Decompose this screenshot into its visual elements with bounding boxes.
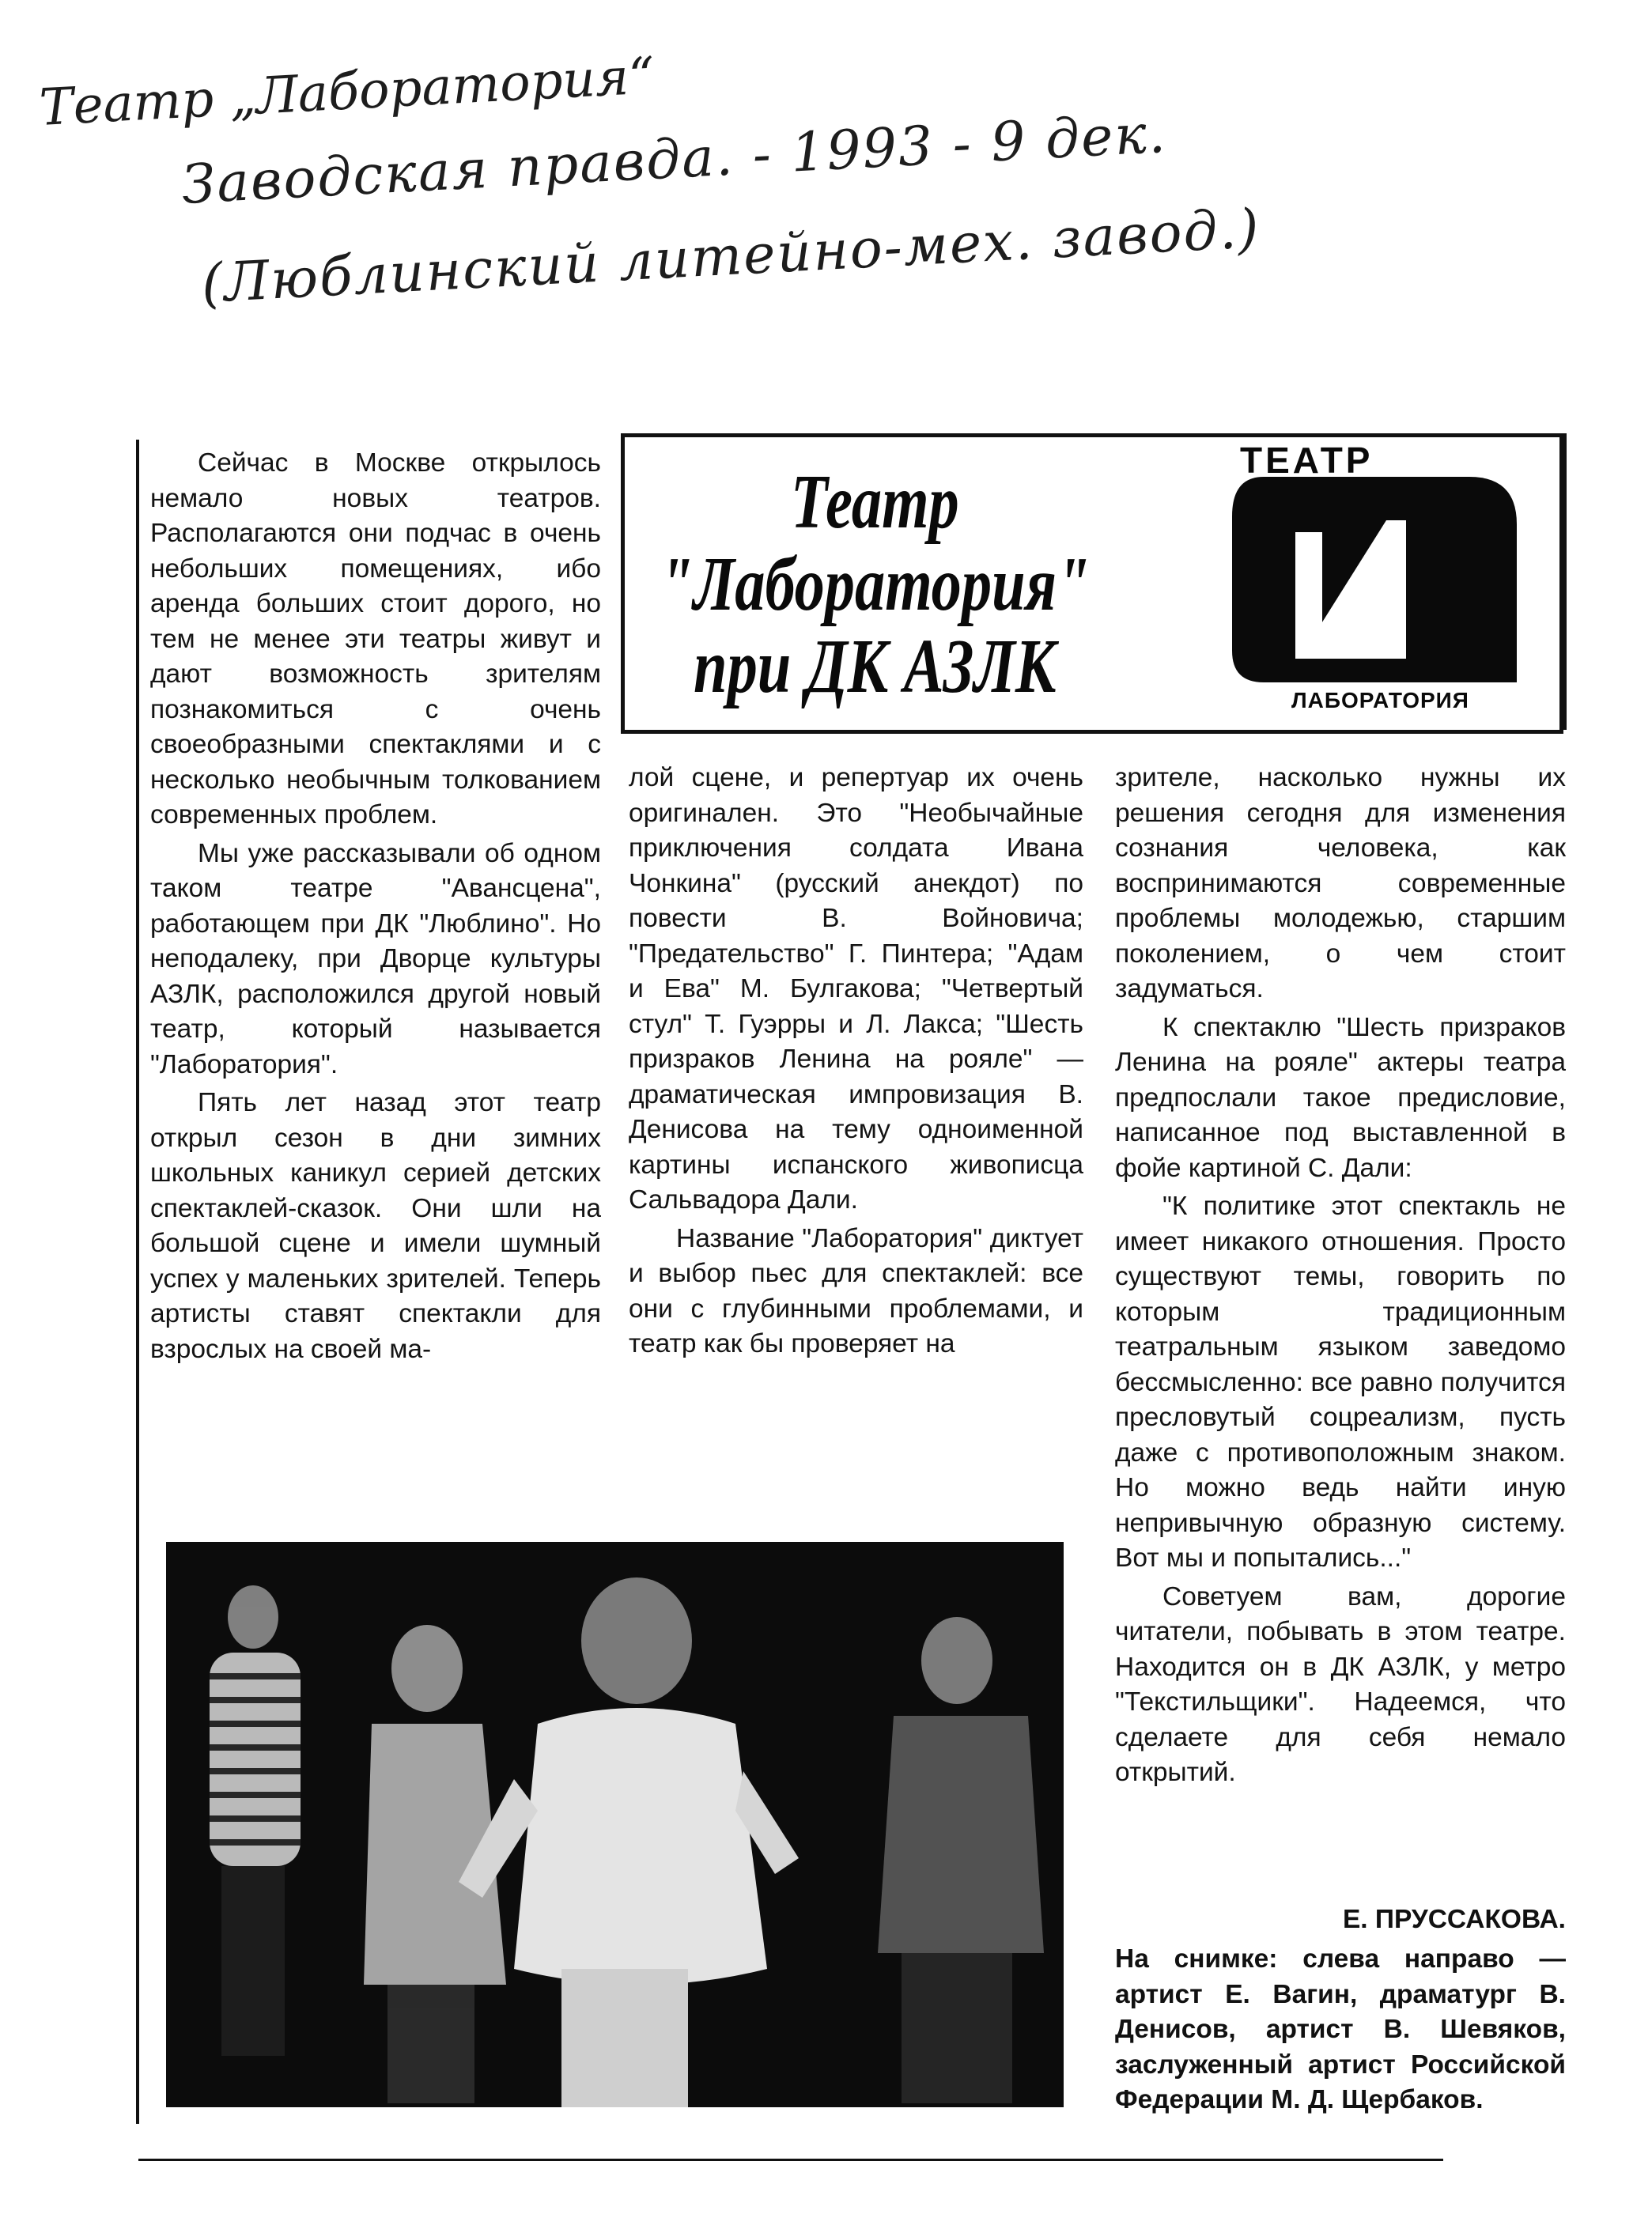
- article-paragraph: Мы уже рассказывали об одном таком театре "Авансцена", работающем при ДК "Люблино". Но неподалеку, при Дворце культуры АЗЛК, расположился другой новый театр, который называется "Лаборатория".: [150, 838, 601, 1079]
- article-paragraph: Название "Лаборатория" диктует и выбор пьес для спектаклей: все они с глубинными проблемами, и театр как бы проверяет на: [629, 1223, 1083, 1358]
- article-column-1: [150, 446, 601, 1367]
- photo-caption: На снимке: слева направо — артист Е. Вагин, драматург В. Денисов, артист В. Шевяков, заслуженный артист Российской Федерации М. Д. Щербаков.: [1115, 1944, 1566, 2114]
- theatre-logo: [1216, 445, 1533, 718]
- headline: [641, 461, 1110, 708]
- right-edge-rule: [1563, 433, 1567, 730]
- logo-bottom-word: ЛАБОРАТОРИЯ: [1291, 688, 1469, 712]
- left-column-rule: [136, 440, 139, 2124]
- logo-top-word: ТЕАТР: [1240, 445, 1374, 481]
- handwritten-note-line2: Заводская правда. - 1993 - 9 дек.: [180, 102, 1169, 217]
- headline-line: "Лаборатория": [660, 542, 1091, 627]
- logo-bar: [1295, 532, 1322, 659]
- article-column-2: [629, 761, 1083, 1362]
- article-paragraph: "К политике этот спектакль не имеет никакого отношения. Просто существуют темы, говорить по которым традиционным театральным языком заведомо бессмысленно: все равно получится пресловутый соцреализм, пусть даже с противоположным знаком. Но можно ведь найти иную непривычную образную систему. Вот мы и попытались...": [1115, 1192, 1566, 1573]
- article-paragraph: лой сцене, и репертуар их очень оригинален. Это "Необычайные приключения солдата Ивана Чонкина" (русский анекдот) по повести В. Войновича; "Предательство" Г. Пинтера; "Адам и Ева" М. Булгакова; "Четвертый стул" Т. Гуэрры и Л. Лакса; "Шесть призраков Ленина на рояле" — драматическая импровизация В. Денисова на тему одноименной картины испанского живописца Сальвадора Дали.: [629, 763, 1083, 1215]
- stage-photo: [166, 1542, 1064, 2107]
- article-author: Е. ПРУССАКОВА.: [1342, 1905, 1566, 1934]
- article-paragraph: Пять лет назад этот театр открыл сезон в дни зимних школьных каникул серией детских спектаклей-сказок. Они шли на большой сцене и имели шумный успех у маленьких зрителей. Теперь артисты ставят спектакли для взрослых на своей ма-: [150, 1088, 601, 1364]
- bottom-rule: [138, 2159, 1443, 2161]
- handwritten-note-line3: (Люблинский литейно-мех. завод.): [199, 197, 1262, 315]
- headline-line: Театр: [791, 459, 959, 545]
- article-paragraph: зрителе, насколько нужны их решения сегодня для изменения сознания человека, как воспринимаются современные проблемы молодежью, старшим поколением, о чем стоит задуматься.: [1115, 763, 1566, 1003]
- stage-photo-figures: [166, 1542, 1064, 2107]
- article-paragraph: Советуем вам, дорогие читатели, побывать в этом театре. Находится он в ДК АЗЛК, у метро "Текстильщики". Надеемся, что сделаете для себя немало открытий.: [1115, 1581, 1566, 1787]
- article-paragraph: К спектаклю "Шесть призраков Ленина на рояле" актеры театра предпослали такое предисловие, написанное под выставленной в фойе картиной С. Дали:: [1115, 1012, 1566, 1183]
- article-paragraph: Сейчас в Москве открылось немало новых театров. Располагаются они подчас в очень небольших помещениях, ибо аренда больших стоит дорого, но тем не менее эти театры живут и дают возможность зрителям познакомиться с очень своеобразными спектаклями и с несколько необычным толкованием современных проблем.: [150, 448, 601, 829]
- headline-box: [621, 433, 1563, 734]
- article-column-3: [1115, 761, 1566, 1791]
- handwritten-note-line1: Театр „Лаборатория“: [38, 47, 656, 138]
- headline-line: при ДК АЗЛК: [694, 624, 1057, 709]
